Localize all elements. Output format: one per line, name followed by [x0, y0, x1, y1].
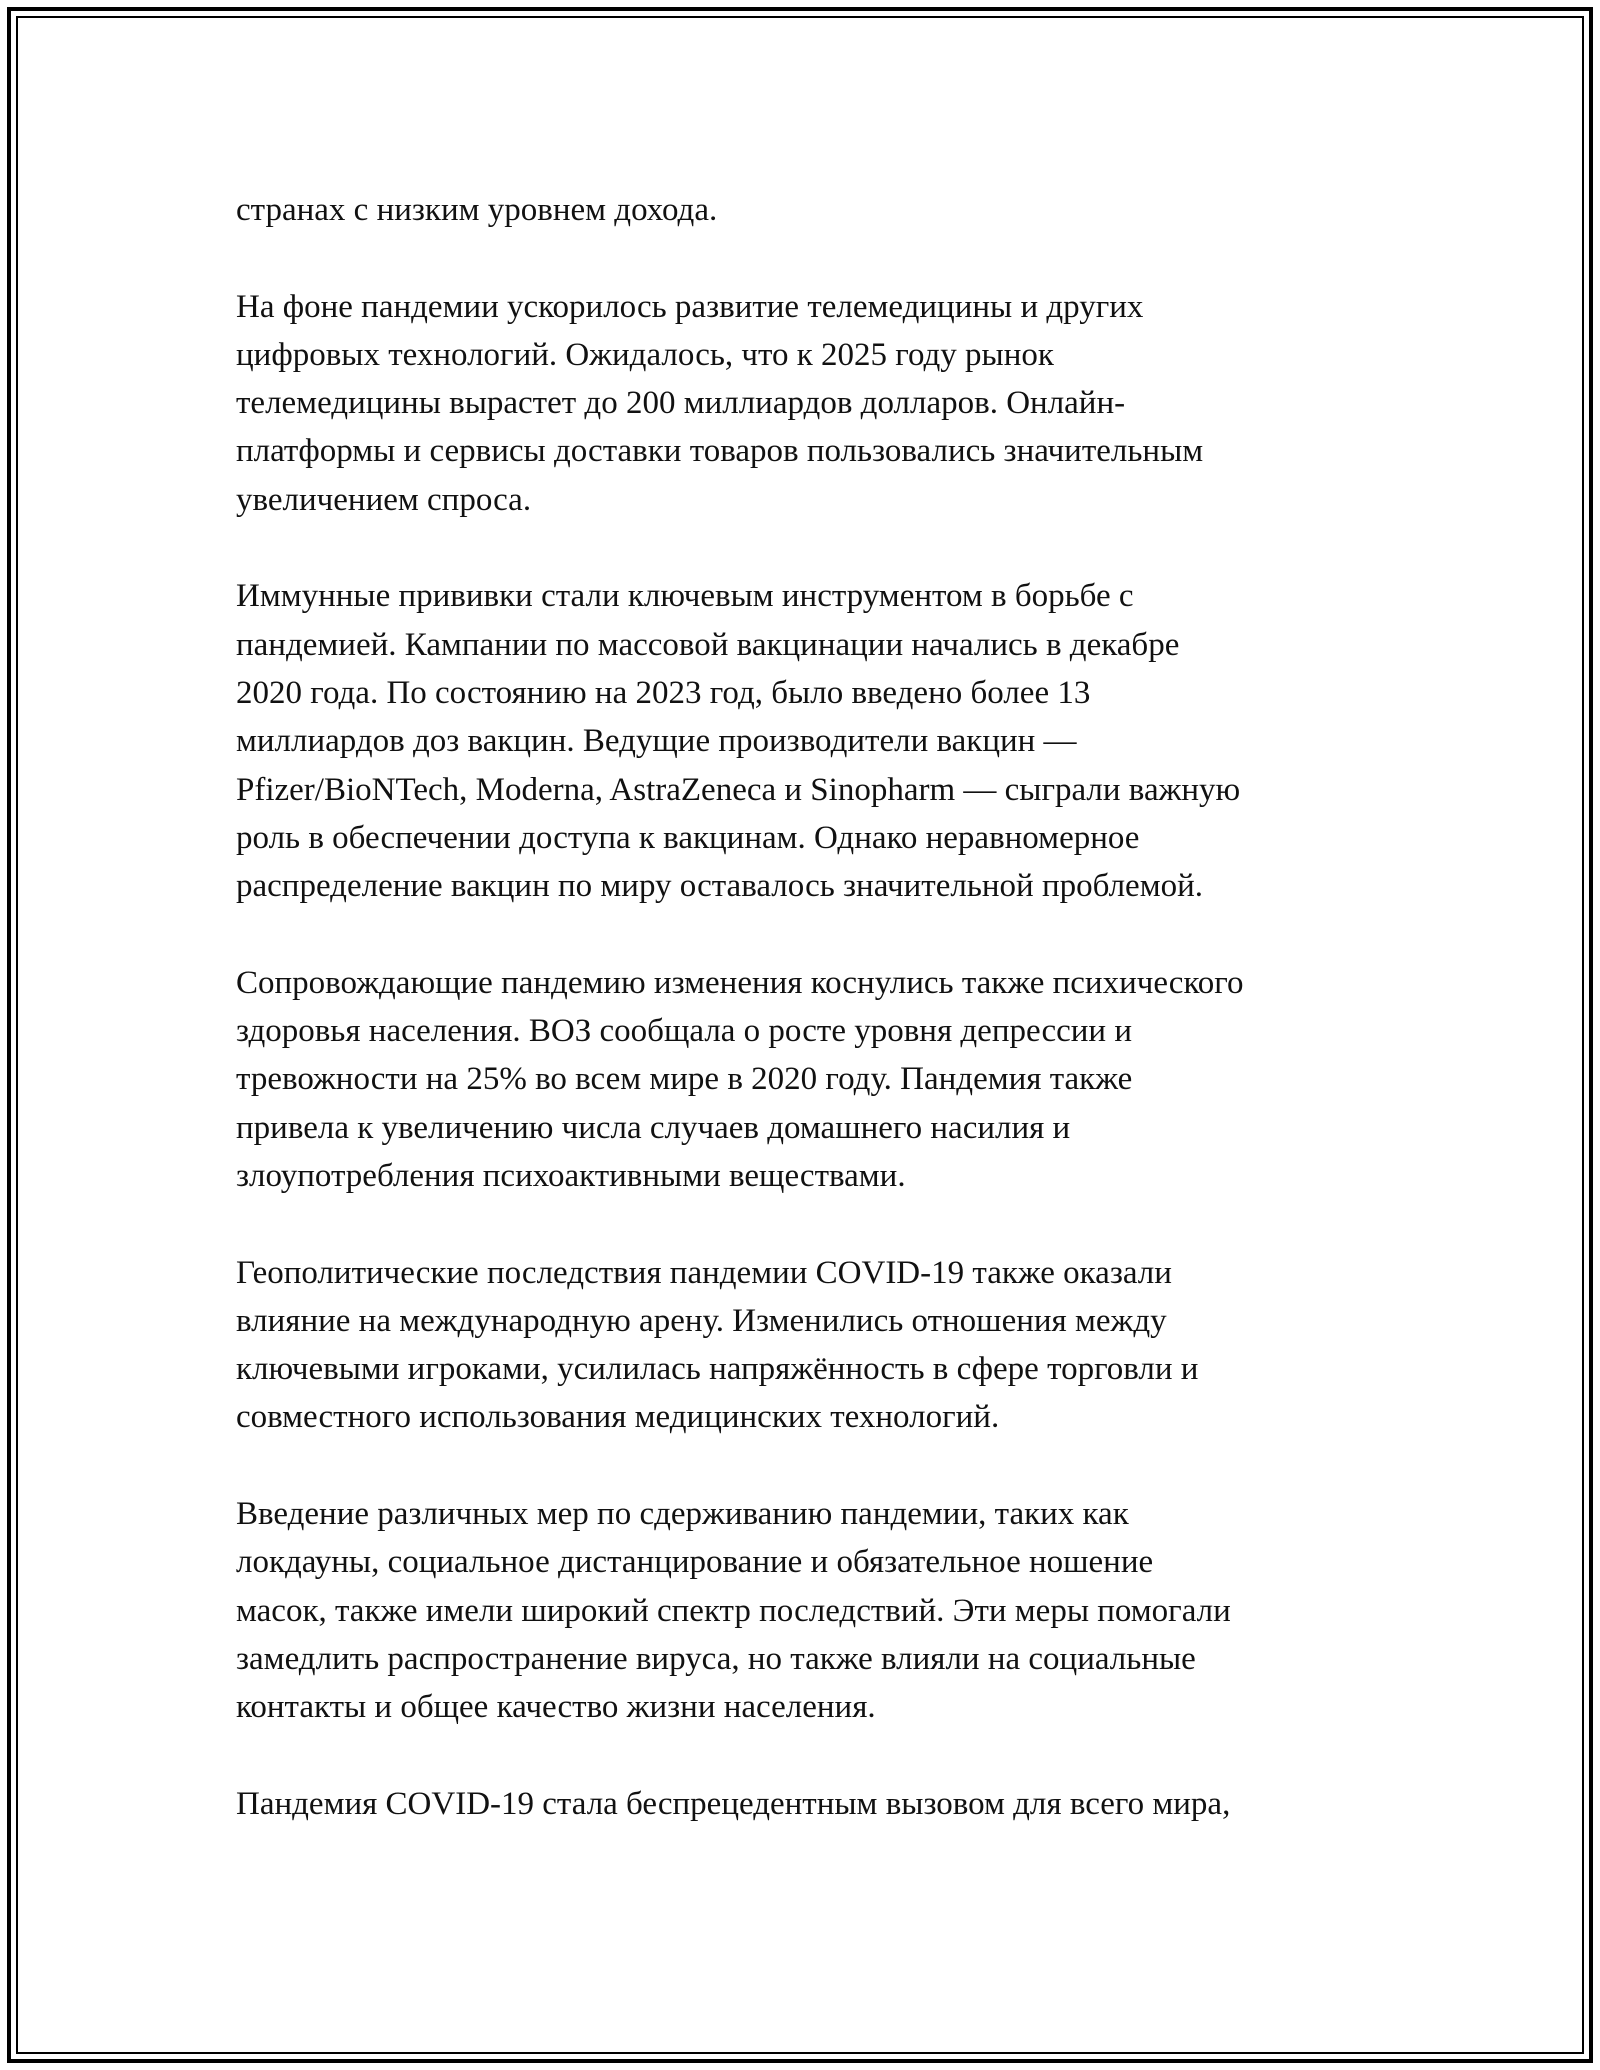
paragraph-mental-health: [236, 959, 1386, 1200]
paragraph-low-income: [236, 186, 1386, 234]
text-line: Геополитические последствия пандемии COVID-19 также оказали: [236, 1254, 1172, 1291]
text-line: На фоне пандемии ускорилось развитие телемедицины и других: [236, 288, 1144, 325]
text-line: Иммунные прививки стали ключевым инструментом в борьбе с: [236, 578, 1134, 615]
text-line: телемедицины вырастет до 200 миллиардов долларов. Онлайн-: [236, 385, 1126, 422]
text-line: ключевыми игроками, усилилась напряжённость в сфере торговли и: [236, 1351, 1199, 1388]
text-line: замедлить распространение вируса, но также влияли на социальные: [236, 1640, 1196, 1677]
text-line: Введение различных мер по сдерживанию пандемии, таких как: [236, 1496, 1129, 1533]
text-line: роль в обеспечении доступа к вакцинам. Однако неравномерное: [236, 819, 1140, 856]
text-line: 2020 года. По состоянию на 2023 год, было введено более 13: [236, 674, 1091, 711]
paragraph-vaccination: [236, 572, 1386, 910]
text-line: пандемией. Кампании по массовой вакцинации начались в декабре: [236, 626, 1180, 663]
paragraph-containment-measures: [236, 1490, 1386, 1731]
text-line: распределение вакцин по миру оставалось значительной проблемой.: [236, 868, 1203, 905]
paragraph-telemedicine: [236, 283, 1386, 524]
text-line: масок, также имели широкий спектр последствий. Эти меры помогали: [236, 1592, 1231, 1629]
text-line: Pfizer/BioNTech, Moderna, AstraZeneca и Sinopharm — сыграли важную: [236, 771, 1241, 808]
text-line: Сопровождающие пандемию изменения коснулись также психического: [236, 964, 1244, 1001]
text-line: миллиардов доз вакцин. Ведущие производители вакцин —: [236, 723, 1077, 760]
text-line: цифровых технологий. Ожидалось, что к 2025 году рынок: [236, 336, 1054, 373]
text-line: Пандемия COVID-19 стала беспрецедентным вызовом для всего мира,: [236, 1785, 1231, 1822]
text-line: контакты и общее качество жизни населения.: [236, 1689, 876, 1726]
text-line: злоупотребления психоактивными веществами.: [236, 1157, 906, 1194]
document-body: [236, 186, 1386, 1876]
text-line: тревожности на 25% во всем мире в 2020 году. Пандемия также: [236, 1061, 1133, 1098]
text-line: совместного использования медицинских технологий.: [236, 1399, 1000, 1436]
text-line: платформы и сервисы доставки товаров пользовались значительным: [236, 433, 1204, 470]
text-line: странах с низким уровнем дохода.: [236, 192, 718, 228]
text-line: здоровья населения. ВОЗ сообщала о росте уровня депрессии и: [236, 1013, 1132, 1050]
text-line: влияние на международную арену. Изменились отношения между: [236, 1302, 1167, 1339]
paragraph-conclusion: [236, 1780, 1386, 1828]
text-line: привела к увеличению числа случаев домашнего насилия и: [236, 1109, 1071, 1146]
text-line: увеличением спроса.: [236, 481, 532, 518]
text-line: локдауны, социальное дистанцирование и обязательное ношение: [236, 1544, 1154, 1581]
paragraph-geopolitics: [236, 1249, 1386, 1442]
